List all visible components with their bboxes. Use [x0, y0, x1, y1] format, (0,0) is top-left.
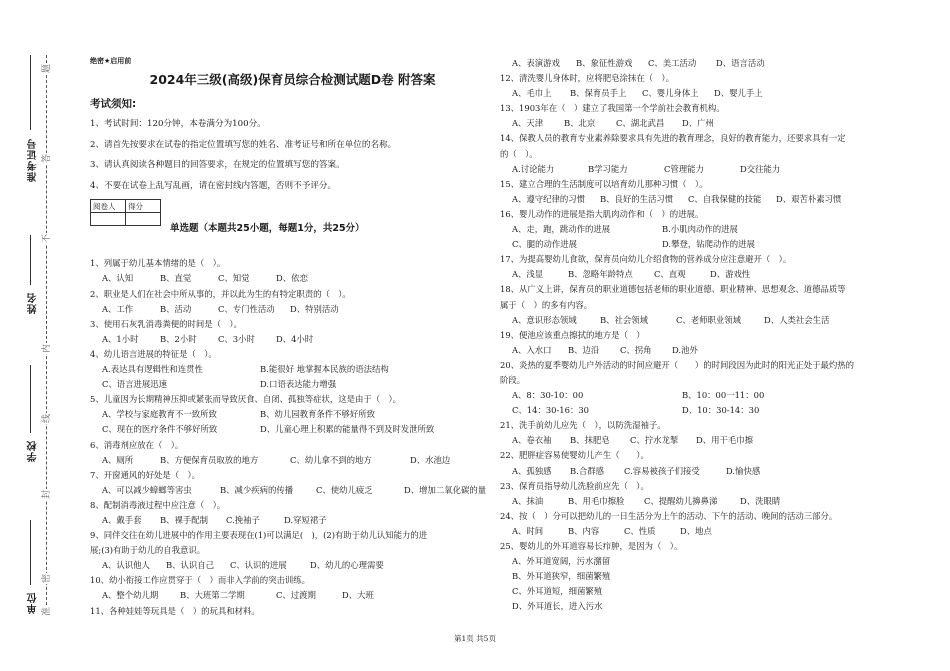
answer-option[interactable]: B、方便保育员取放的地方 — [160, 454, 259, 465]
answer-option[interactable]: A、1小时 — [102, 333, 139, 344]
answer-option[interactable]: D、增加二氧化碳的量 — [404, 484, 487, 495]
answer-option[interactable]: B、减少疾病的传播 — [220, 484, 294, 495]
answer-option[interactable]: B.合群感 — [570, 465, 604, 476]
answer-option[interactable]: D、儿童心理上积累的能量得不到及时发泄所致 — [260, 424, 435, 435]
answer-option[interactable]: D.攀登，钻爬动作的进展 — [662, 239, 755, 250]
answer-option[interactable]: A、戴手套 — [102, 514, 142, 525]
option-row — [90, 453, 495, 468]
answer-option[interactable]: C、14：30-16：30 — [512, 405, 589, 416]
answer-option[interactable]: A、厕所 — [102, 454, 134, 465]
answer-option[interactable]: C、使幼儿疲乏 — [316, 484, 373, 495]
seal-mark: 内 — [39, 343, 52, 354]
answer-option[interactable]: C.挽袖子 — [226, 514, 260, 525]
question-text: 7、开窗通风的好处是（ ）。 — [90, 469, 201, 480]
question-text: 20、炎热的夏季婴幼儿户外活动的时间应避开（ ）的时间段因为此时的阳光正处于最灼热的 — [500, 359, 855, 370]
name-field — [30, 235, 31, 285]
answer-option[interactable]: B、2小时 — [160, 333, 197, 344]
option-row — [90, 422, 495, 437]
answer-option[interactable]: C、幼儿拿不到的地方 — [290, 454, 372, 465]
seal-mark: 题 — [39, 63, 52, 74]
answer-option[interactable]: B、用毛巾擦脸 — [568, 495, 625, 506]
answer-option[interactable]: B、裸手配制 — [160, 514, 209, 525]
answer-option[interactable]: C、拧水龙掣 — [630, 435, 679, 446]
question-text: 11、各种娃娃等玩具是（ ）的玩具和材料。 — [90, 605, 260, 616]
answer-option[interactable]: C、腿的动作进展 — [512, 239, 578, 250]
answer-option[interactable]: A、可以减少蟑螂等害虫 — [102, 484, 192, 495]
reviewer-cell: 阅卷人 — [91, 200, 126, 213]
answer-option[interactable]: A、外耳道宽阔，污水潴留 — [512, 556, 611, 567]
option-row — [500, 116, 920, 131]
answer-option[interactable]: B、活动 — [160, 303, 192, 314]
question-text: 23、保育员指导幼儿洗脸前应先（ ）。 — [500, 480, 649, 491]
option-row — [500, 433, 920, 448]
seal-mark: 密 — [39, 573, 52, 584]
question-text: 24、按（ ）分可以把幼儿的一日生活分为上午的活动、下午的活动、晚间的活动三部分。 — [500, 510, 838, 521]
answer-option[interactable]: B、大班第二学期 — [180, 590, 245, 601]
question-text: 21、洗手前幼儿应先（ ），以防洗湿袖子。 — [500, 420, 666, 431]
option-row — [500, 494, 920, 509]
answer-option[interactable]: C、婴儿身体上 — [642, 88, 699, 99]
option-row — [500, 162, 920, 177]
answer-option[interactable]: C、知觉 — [218, 273, 250, 284]
school-field — [30, 365, 31, 433]
answer-option[interactable]: B、边沿 — [568, 344, 600, 355]
question-text: 13、1903年在（ ）建立了我国第一个学前社会教育机构。 — [500, 103, 725, 114]
answer-option[interactable]: A、意识形态领域 — [512, 314, 577, 325]
option-row — [90, 377, 495, 392]
notice-item: 2、请首先按要求在试卷的指定位置填写您的姓名、准考证号和所在单位的名称。 — [90, 139, 397, 150]
notice-title: 考试须知: — [90, 98, 137, 110]
answer-option[interactable]: B、幼儿园教育条件不够好所致 — [260, 409, 376, 420]
answer-option[interactable]: B、忽略年龄特点 — [568, 269, 633, 280]
question-text: 19、便池应该重点擦拭的地方是（ ） — [500, 329, 645, 340]
answer-option[interactable]: A、学校与家庭教育不一致所致 — [102, 409, 217, 420]
answer-option[interactable]: D、大班 — [342, 590, 374, 601]
option-row — [500, 388, 920, 403]
option-row — [500, 313, 920, 328]
answer-option[interactable]: C、性质 — [624, 525, 656, 536]
question-text: 8、配制消毒液过程中应注意（ ）。 — [90, 499, 226, 510]
option-row — [500, 569, 920, 584]
binding-margin — [0, 0, 70, 671]
label-school: 学校 — [28, 440, 39, 462]
score-input[interactable] — [126, 213, 161, 226]
seal-mark: 答 — [39, 153, 52, 164]
option-row — [500, 554, 920, 569]
answer-option[interactable]: A、时间 — [512, 525, 544, 536]
page-footer: 第1页 共5页 — [454, 634, 496, 643]
answer-option[interactable]: D.口语表达能力增强 — [260, 379, 337, 390]
answer-option[interactable]: C、认识的进展 — [230, 560, 287, 571]
option-row — [500, 237, 920, 252]
question-text: 10、幼小衔接工作应贯穿于（ ）而非入学前的突击训练。 — [90, 575, 311, 586]
option-row — [500, 86, 920, 101]
right-column — [500, 56, 920, 614]
unit-field — [30, 520, 31, 585]
option-row — [90, 558, 495, 573]
answer-option[interactable]: A、卷衣袖 — [512, 435, 552, 446]
seal-mark: 不 — [39, 233, 52, 244]
answer-option[interactable]: D、广州 — [682, 118, 714, 129]
answer-option[interactable]: D、4小时 — [276, 333, 314, 344]
answer-option[interactable]: C.容易被孩子们接受 — [624, 465, 700, 476]
question-text: 18、从广义上讲，保育员的职业道德包括老师的职业道德、职业精神、思想观念、道德品质等 — [500, 284, 846, 295]
answer-option[interactable]: D、外耳道长，进入污水 — [512, 601, 603, 612]
question-text: 1、列属于幼儿基本情绪的是（ ）。 — [90, 258, 226, 269]
answer-option[interactable]: B.能很好 地掌握本民族的语法结构 — [260, 364, 389, 375]
answer-option[interactable]: C、现在的医疗条件不够好所致 — [102, 424, 218, 435]
page-title: 2024年三级(高级)保育员综合检测试题D卷 附答案 — [149, 72, 436, 87]
answer-option[interactable]: A、走，跑，跳动作的进展 — [512, 224, 611, 235]
question-text: 2、职业是人们在社会中所从事的，并以此为生的有特定职责的（ ）。 — [90, 288, 351, 299]
label-name: 姓名 — [28, 292, 39, 314]
question-text: 4、幼儿语言进展的特征是（ ）。 — [90, 348, 217, 359]
answer-option[interactable]: A、认识他人 — [102, 560, 150, 571]
notice-item: 1、考试时间：120分钟，本卷满分为100分。 — [90, 119, 266, 129]
answer-option[interactable]: D、依恋 — [276, 273, 308, 284]
left-column — [90, 56, 495, 619]
answer-option[interactable]: C、语言进展迅速 — [102, 379, 168, 390]
answer-option[interactable]: C管理能力 — [664, 163, 704, 174]
answer-option[interactable]: D、幼儿的心理需要 — [310, 560, 384, 571]
answer-option[interactable]: C、外耳道短，细菌繁殖 — [512, 586, 603, 597]
answer-option[interactable]: C、美工活动 — [648, 58, 697, 68]
question-text: 17、为提高婴幼儿食欲，保育员向幼儿介绍食物的营养成分应注意避开（ ）。 — [500, 254, 792, 265]
notice-item: 3、请认真阅读各种题目的回答要求，在规定的位置填写您的答案。 — [90, 160, 345, 171]
answer-option[interactable]: D、洗眼睛 — [740, 495, 781, 506]
answer-option[interactable]: D、游戏性 — [710, 269, 751, 280]
answer-option[interactable]: C、拐角 — [620, 344, 652, 355]
answer-option[interactable]: D、地点 — [680, 525, 712, 536]
answer-option[interactable]: D交往能力 — [740, 163, 781, 174]
option-row — [500, 524, 920, 539]
right-question-list — [500, 56, 920, 614]
answer-option[interactable]: C、提醒幼儿擤鼻涕 — [644, 495, 718, 506]
answer-option[interactable]: A、8：30-10：00 — [512, 390, 584, 401]
answer-option[interactable]: B、良好的生活习惯 — [600, 193, 674, 204]
option-row — [500, 584, 920, 599]
secret-label: 绝密★启用前 — [90, 57, 132, 65]
answer-option[interactable]: A、入水口 — [512, 344, 552, 355]
option-row — [90, 407, 495, 422]
answer-option[interactable]: A、遵守纪律的习惯 — [512, 193, 586, 204]
notice-item: 4、不要在试卷上乱写乱画，请在密封线内答题，否则不予评分。 — [90, 180, 337, 191]
answer-option[interactable]: A、整个幼儿期 — [102, 590, 159, 601]
answer-option[interactable]: D.池外 — [672, 344, 698, 355]
answer-option[interactable]: A.讨论能力 — [512, 163, 555, 174]
answer-option[interactable]: B、社会领域 — [600, 314, 649, 325]
answer-option[interactable]: A、孤独感 — [512, 465, 552, 476]
question-text: 展;(3)有助于幼儿的自我意识。 — [90, 545, 206, 556]
section-title: 单选题（本题共25小题，每题1分，共25分） — [170, 223, 365, 235]
answer-option[interactable]: A.表达具有逻辑性和连贯性 — [102, 364, 203, 375]
answer-option[interactable]: A、表演游戏 — [512, 58, 560, 68]
label-unit: 单位 — [28, 592, 39, 614]
answer-option[interactable]: B、象征性游戏 — [576, 58, 633, 68]
answer-option[interactable]: D、艰苦朴素习惯 — [776, 193, 842, 204]
reviewer-input[interactable] — [91, 213, 126, 226]
question-text: 25、婴幼儿的外耳道容易长疖肿，是因为（ ）。 — [500, 541, 683, 551]
question-text: 3、使用石灰乳消毒粪便的时间是（ ）。 — [90, 318, 242, 329]
answer-option[interactable]: C、湖北武昌 — [616, 118, 665, 129]
question-text: 16、婴儿动作的进展是指大肌肉动作和（ ）的进展。 — [500, 208, 704, 219]
answer-option[interactable]: D、婴儿手上 — [714, 88, 763, 99]
option-row — [500, 464, 920, 479]
exam-number-field — [30, 55, 31, 130]
question-text: 属于（ ）的多有内容。 — [500, 299, 593, 310]
seal-line — [46, 55, 47, 615]
answer-option[interactable]: A、天津 — [512, 118, 544, 129]
question-text: 的（ ）。 — [500, 148, 538, 159]
answer-option[interactable]: D、用干毛巾擦 — [696, 435, 753, 446]
answer-option[interactable]: B学习能力 — [588, 163, 628, 174]
question-text: 阶段。 — [500, 374, 526, 385]
option-row — [500, 403, 920, 418]
question-text: 9、同伴交往在幼儿进展中的作用主要表现在(1)可以满足( )，(2)有助于幼儿认知能力的进 — [90, 530, 428, 541]
seal-mark: 线 — [39, 413, 52, 424]
question-text: 14、保教人员的教育专业素养除要求具有先进的教育理念，良好的教育能力，还要求具有一定 — [500, 133, 846, 144]
question-text: 22、肥胖症容易使婴幼儿产生（ ）。 — [500, 450, 649, 461]
option-row — [500, 267, 920, 282]
option-row — [90, 271, 495, 286]
answer-option[interactable]: C、直观 — [654, 269, 686, 280]
option-row — [500, 192, 920, 207]
answer-option[interactable]: D、语言活动 — [716, 58, 765, 68]
answer-option[interactable]: A、毛巾上 — [512, 88, 552, 99]
question-text: 15、建立合理的生活制度可以培育幼儿那种习惯（ ）。 — [500, 178, 708, 189]
answer-option[interactable]: D、水池边 — [410, 454, 451, 465]
option-row — [500, 343, 920, 358]
answer-option[interactable]: A、工作 — [102, 303, 134, 314]
answer-option[interactable]: A、认知 — [102, 273, 134, 284]
answer-option[interactable]: B、保育员手上 — [570, 88, 627, 99]
option-row — [90, 302, 495, 317]
answer-option[interactable]: A、浅显 — [512, 269, 544, 280]
answer-option[interactable]: D、10：30-14：30 — [682, 405, 760, 416]
score-table — [90, 199, 161, 226]
answer-option[interactable]: D、特别活动 — [290, 303, 339, 314]
answer-option[interactable]: C、自我保健的技能 — [688, 193, 762, 204]
answer-option[interactable]: B.小肌肉动作的进展 — [662, 224, 738, 235]
left-question-list — [90, 256, 495, 618]
answer-option[interactable]: C、老师职业领域 — [676, 314, 742, 325]
question-text: 6、消毒剂应放在（ ）。 — [90, 439, 184, 450]
answer-option[interactable]: D.愉快感 — [726, 465, 761, 476]
option-row — [90, 483, 495, 498]
answer-option[interactable]: C、3小时 — [218, 333, 255, 344]
label-exam-number: 准考证号 — [28, 138, 39, 182]
seal-mark: 封 — [39, 489, 52, 500]
option-row — [500, 56, 920, 71]
answer-option[interactable]: B、10：00一11：00 — [682, 390, 765, 401]
answer-option[interactable]: B、外耳道狭窄，细菌繁殖 — [512, 571, 611, 582]
answer-option[interactable]: B、直觉 — [160, 273, 192, 284]
answer-option[interactable]: C、专门性活动 — [218, 303, 275, 314]
answer-option[interactable]: A、抹油 — [512, 495, 544, 506]
option-row — [500, 599, 920, 614]
option-row — [90, 362, 495, 377]
score-cell: 得分 — [126, 200, 161, 213]
answer-option[interactable]: B、北京 — [564, 118, 596, 129]
option-row — [500, 222, 920, 237]
answer-option[interactable]: B、内容 — [568, 525, 600, 536]
answer-option[interactable]: D、人类社会生活 — [764, 314, 830, 325]
answer-option[interactable]: D.穿短裙子 — [284, 514, 327, 525]
option-row — [90, 332, 495, 347]
answer-option[interactable]: C、过渡期 — [276, 590, 316, 601]
question-text: 5、儿童因为长期精神压抑或紧张而导致厌食、自闭、孤独等症状，这是由于（ ）。 — [90, 394, 402, 405]
answer-option[interactable]: B、抹肥皂 — [570, 435, 610, 446]
seal-mark: 准 — [39, 606, 52, 617]
question-text: 12、清洗婴儿身体时，应将肥皂涂抹在（ ）。 — [500, 73, 674, 84]
option-row — [90, 588, 495, 603]
answer-option[interactable]: B、认识自己 — [166, 560, 215, 571]
option-row — [90, 513, 495, 528]
